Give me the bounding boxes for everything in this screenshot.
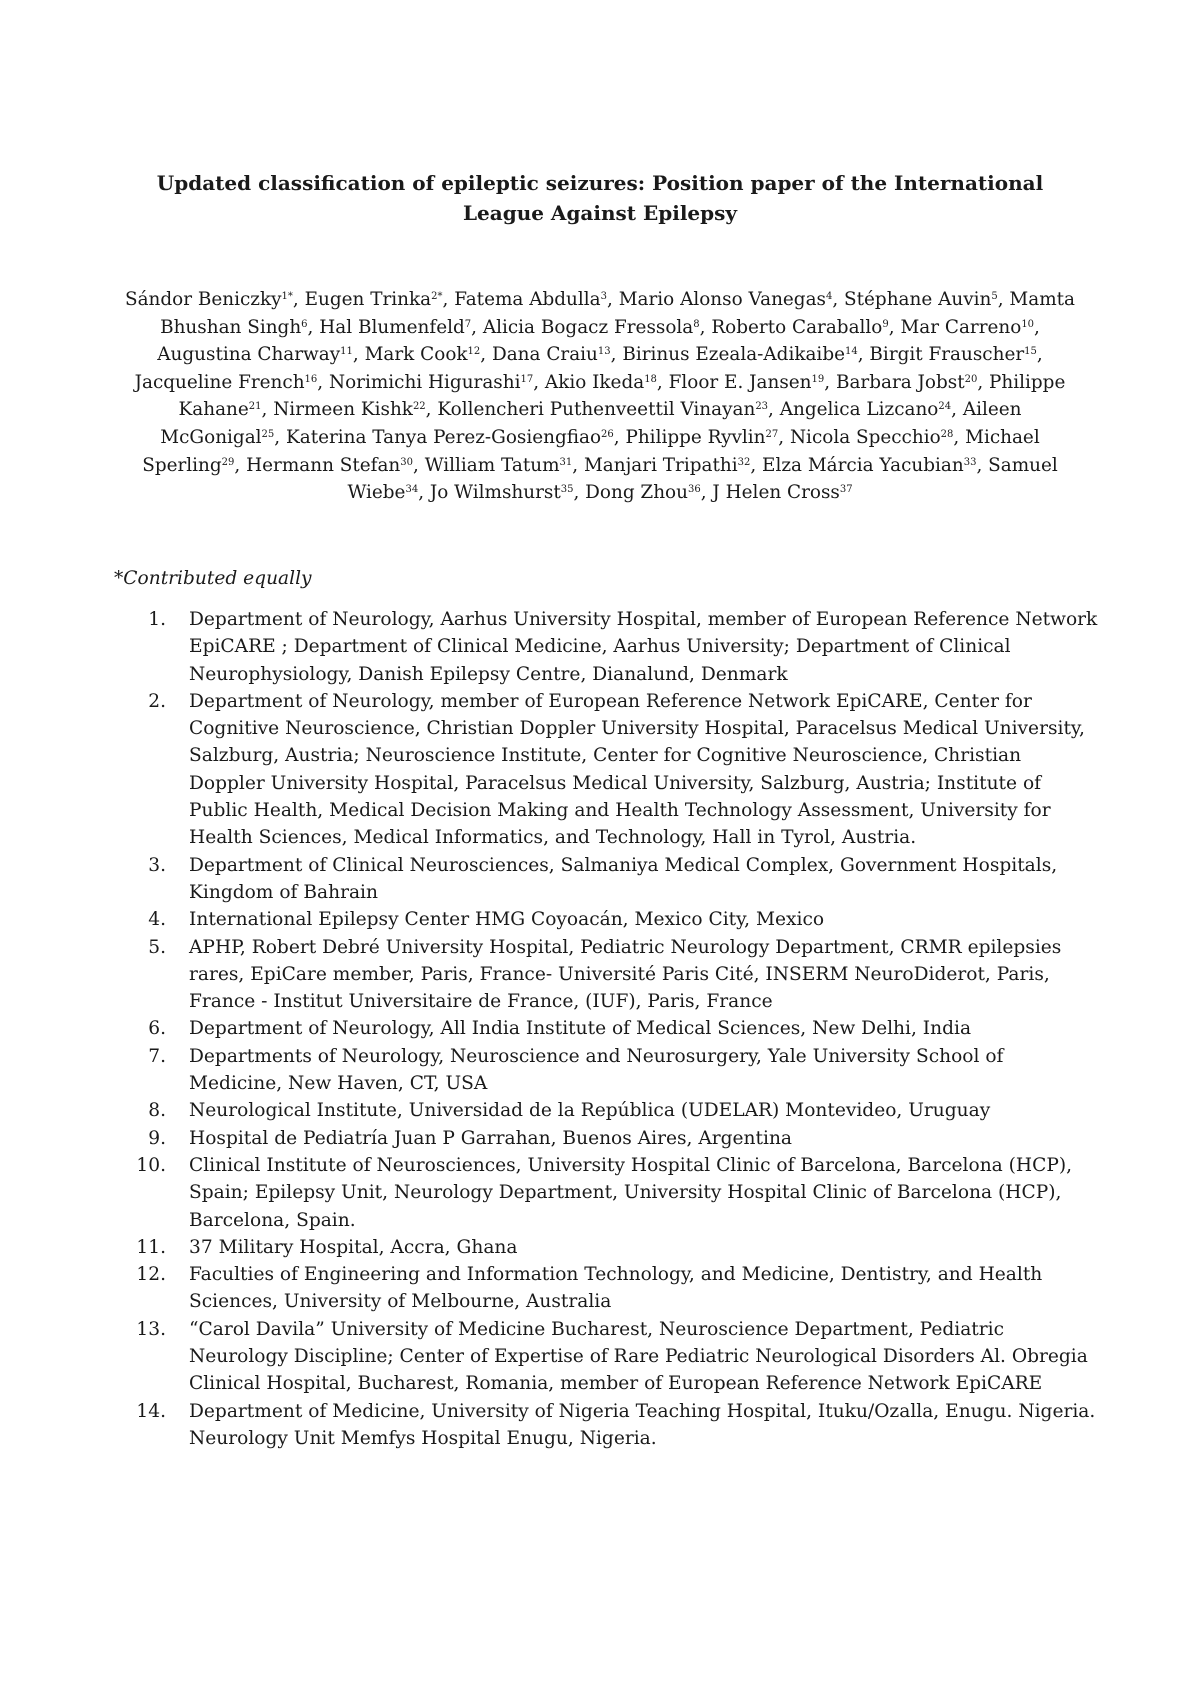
author-affiliation-marker: 32 [737,456,751,468]
affiliation-number: 10. [136,1154,166,1176]
author-name: Birgit Frauscher [869,344,1025,366]
author-name: Manjari Tripathi [583,454,738,476]
author-affiliation-marker: 14 [844,346,858,358]
affiliation-item [120,1152,1100,1234]
affiliation-text: “Carol Davila” University of Medicine Bucharest, Neuroscience Department, Pediatric Neurology Discipline; Center of Expertise of Rare Pediatric Neurological Disorders Al. Obregia Clinical Hospital, Bucharest, Romania, member of European Reference Network EpiCARE [189,1318,1088,1395]
author-name: Norimichi Higurashi [328,371,521,393]
author-affiliation-marker: 37 [839,484,853,496]
affiliation-number: 4. [148,909,166,931]
author [157,344,353,365]
affiliation-text: Department of Medicine, University of Nigeria Teaching Hospital, Ituku/Ozalla, Enugu. Nigeria. Neurology Unit Memfys Hospital Enugu, Nigeria. [189,1400,1096,1449]
author-affiliation-marker: 1* [281,291,293,302]
affiliation-list [120,606,1100,1452]
affiliation-number: 2. [148,690,166,712]
author-name: Mar Carreno [900,316,1022,338]
affiliation-number: 12. [136,1264,166,1286]
author-affiliation-marker: 27 [765,428,779,440]
author [483,317,700,338]
author-name: Philippe Ryvlin [625,426,766,448]
author [305,289,443,310]
affiliation-number: 7. [148,1045,166,1067]
author [790,427,953,448]
author [286,427,614,448]
author-affiliation-marker: 31 [559,456,573,468]
author [437,399,768,420]
affiliation-item [120,1234,1100,1261]
author [869,344,1036,365]
author-affiliation-marker: 22 [412,401,426,413]
author-affiliation-marker: 13 [597,346,611,358]
author-affiliation-marker: 12 [467,346,481,358]
author-affiliation-marker: 5 [991,291,998,302]
affiliation-text: Hospital de Pediatría Juan P Garrahan, Buenos Aires, Argentina [189,1127,792,1149]
author-name: Augustina Charway [157,344,341,366]
author-affiliation-marker: 21 [248,401,262,413]
author [712,482,852,503]
author-affiliation-marker: 18 [644,373,657,385]
author [844,289,998,310]
author-name: Eugen Trinka [304,289,432,310]
author-affiliation-marker: 19 [811,373,825,385]
author-name: Nirmeen Kishk [273,399,413,421]
affiliation-item [120,1043,1100,1098]
author [545,372,657,393]
author [622,344,857,365]
author-name: William Tatum [424,454,560,476]
author-name: Hal Blumenfeld [319,316,465,338]
author-name: Angelica Lizcano [779,399,939,421]
paper-title: Updated classification of epileptic seizures: Position paper of the International League Against Epilepsy [156,171,1044,225]
affiliation-item [120,852,1100,907]
author [669,372,825,393]
affiliation-number: 6. [148,1018,166,1040]
author [246,455,413,476]
author [125,289,293,310]
author-affiliation-marker: 28 [940,428,954,440]
author-name: Akio Ikeda [544,371,645,393]
author [492,344,611,365]
author-affiliation-marker: 11 [340,346,353,358]
author [780,399,951,420]
author-name: Philippe Kahane [178,371,1066,421]
author-affiliation-marker: 25 [261,428,275,440]
affiliation-number: 5. [148,936,166,958]
author [365,344,481,365]
author-affiliation-marker: 30 [400,456,413,468]
author-affiliation-marker: 29 [221,456,235,468]
author [711,317,888,338]
author-name: Jacqueline French [134,371,305,393]
affiliation-text: International Epilepsy Center HMG Coyoacán, Mexico City, Mexico [189,909,825,931]
author-affiliation-marker: 3 [600,291,607,302]
author-name: Samuel Wiebe [347,454,1058,504]
affiliation-item [120,1097,1100,1124]
author-affiliation-marker: 33 [963,456,977,468]
affiliation-text: Neurological Institute, Universidad de la República (UDELAR) Montevideo, Uruguay [189,1100,991,1122]
author-name: Dana Craiu [491,344,598,366]
author-affiliation-marker: 2* [431,291,443,302]
affiliation-number: 11. [136,1236,166,1258]
affiliation-item [120,934,1100,1016]
author-name: Jo Wilmshurst [429,482,561,504]
author-affiliation-marker: 20 [964,373,978,385]
affiliation-item [120,606,1100,688]
author-affiliation-marker: 15 [1024,346,1037,358]
author-list: Sándor Beniczky$^{1*}$, Eugen Trinka$^{2*}$, Fatema Abdulla$^3$, Mario Alonso Vanegas$^4$, Stéphane Auvin$^5$, Mamta Bhushan Singh$^6$, Hal Blumenfeld$^7$, Alicia Bogacz Fressola$^8$, Roberto Caraballo$^9$, Mar Carreno$^{10}$, Augustina Charway$^{11}$, Mark Cook$^{12}$, Dana Craiu$^{13}$, Birinus Ezeala-Adikaibe$^{14}$, Birgit Frauscher$^{15}$, Jacqueline French$^{16}$, Norimichi Higurashi$^{17}$, Akio Ikeda$^{18}$, Floor E. Jansen$^{19}$, Barbara Jobst$^{20}$, Philippe Kahane$^{21}$, Nirmeen Kishk$^{22}$, Kollencheri Puthenveettil Vinayan$^{23}$, Angelica Lizcano$^{24}$, Aileen McGonigal$^{25}$, Katerina Tanya Perez-Gosiengfiao$^{26}$, Philippe Ryvlin$^{27}$, Nicola Specchio$^{28}$, Michael Sperling$^{29}$, Hermann Stefan$^{30}$, William Tatum$^{31}$, Manjari Tripathi$^{32}$, Elza Márcia Yacubian$^{33}$, Samuel Wiebe$^{34}$, Jo Wilmshurst$^{35}$, Dong Zhou$^{36}$, J Helen Cross$^{37}$ [124,289,1075,504]
author-affiliation-marker: 23 [755,401,769,413]
author-name: Mark Cook [364,344,468,366]
affiliation-text: Department of Clinical Neurosciences, Salmaniya Medical Complex, Government Hospitals, Kingdom of Bahrain [189,854,1058,903]
affiliation-item [120,1125,1100,1152]
author-affiliation-marker: 6 [301,318,308,330]
affiliation-number: 8. [148,1100,166,1122]
affiliation-text: Department of Neurology, Aarhus University Hospital, member of European Reference Network EpiCARE ; Department of Clinical Medicine, Aarhus University; Department of Clinical Neurophysiology, Danish Epilepsy Centre, Dianalund, Denmark [189,609,1098,685]
author-name: Fatema Abdulla [454,289,601,310]
author [273,399,425,420]
author-affiliation-marker: 36 [687,484,701,496]
author-name: Elza Márcia Yacubian [762,454,964,476]
author-name: Birinus Ezeala-Adikaibe [622,344,845,366]
author [900,317,1034,338]
author-affiliation-marker: 34 [405,484,419,496]
author-name: Roberto Caraballo [711,316,883,338]
author-name: Sándor Beniczky [124,289,282,310]
affiliation-text: Clinical Institute of Neurosciences, University Hospital Clinic of Barcelona, Barcelona (HCP), Spain; Epilepsy Unit, Neurology Department, University Hospital Clinic of Barcelona (HCP), Barcelona, Spain. [189,1154,1073,1231]
author [430,482,574,503]
affiliation-item [120,906,1100,933]
author-name: Mamta Bhushan Singh [160,289,1075,338]
author-affiliation-marker: 35 [560,484,574,496]
affiliation-text: 37 Military Hospital, Accra, Ghana [189,1236,518,1258]
affiliation-number: 9. [148,1127,166,1149]
affiliation-number: 1. [148,609,166,630]
affiliation-item [120,1261,1100,1316]
author-affiliation-marker: 17 [520,373,534,385]
author-name: J Helen Cross [712,482,840,504]
author-affiliation-marker: 24 [938,401,952,413]
author-name: Katerina Tanya Perez-Gosiengfiao [285,426,602,448]
affiliation-number: 13. [136,1318,166,1340]
author-name: Alicia Bogacz Fressola [482,316,694,338]
author [135,372,318,393]
author-name: Mario Alonso Vanegas [618,289,826,310]
author-name: Barbara Jobst [835,371,965,393]
author-name: Kollencheri Puthenveettil Vinayan [437,399,756,421]
author-affiliation-marker: 4 [825,291,833,302]
author-affiliation-marker: 16 [304,373,318,385]
author [762,455,976,476]
affiliation-text: Department of Neurology, All India Institute of Medical Sciences, New Delhi, India [189,1018,972,1040]
affiliation-item [120,1316,1100,1398]
author [329,372,533,393]
author-name: Dong Zhou [585,482,688,504]
affiliation-text: Faculties of Engineering and Information Technology, and Medicine, Dentistry, and Health Sciences, University of Melbourne, Australia [189,1264,1043,1313]
author-affiliation-marker: 8 [693,318,700,330]
author-name: Michael Sperling [142,426,1040,476]
affiliation-number: 3. [148,854,166,876]
author-name: Nicola Specchio [789,426,941,448]
affiliation-number: 14. [136,1400,166,1422]
author-affiliation-marker: 10 [1021,318,1035,330]
author-name: Stéphane Auvin [844,289,992,310]
author-affiliation-marker: 7 [464,318,472,330]
author-affiliation-marker: 9 [882,318,889,330]
author-name: Hermann Stefan [246,454,401,476]
author-name: Aileen McGonigal [160,399,1022,448]
author [425,455,573,476]
author-affiliation-marker: 26 [601,428,614,440]
author [454,289,607,310]
author [584,455,750,476]
author-name: Floor E. Jansen [668,371,812,393]
affiliation-item [120,1398,1100,1453]
affiliation-text: Department of Neurology, member of European Reference Network EpiCARE, Center for Cognitive Neuroscience, Christian Doppler University Hospital, Paracelsus Medical University, Salzburg, Austria; Neuroscience Institute, Center for Cognitive Neuroscience, Christian Doppler University Hospital, Paracelsus Medical University, Salzburg, Austria; Institute of Public Health, Medical Decision Making and Health Technology Assessment, University for Health Sciences, Medical Informatics, and Technology, Hall in Tyrol, Austria. [189,690,1085,849]
affiliation-text: Departments of Neurology, Neuroscience and Neurosurgery, Yale University School of Medicine, New Haven, CT, USA [189,1045,1004,1095]
affiliation-item [120,688,1100,852]
author [319,317,471,338]
author [619,289,833,310]
author [836,372,977,393]
affiliation-item [120,1015,1100,1042]
equal-contribution-note: *Contributed equally [114,568,312,589]
author [625,427,778,448]
affiliation-text: APHP, Robert Debré University Hospital, Pediatric Neurology Department, CRMR epilepsies rares, EpiCare member, Paris, France- Université Paris Cité, INSERM NeuroDiderot, Paris, France - Institut Universitaire de France, (IUF), Paris, France [189,936,1062,1013]
author [585,482,701,503]
